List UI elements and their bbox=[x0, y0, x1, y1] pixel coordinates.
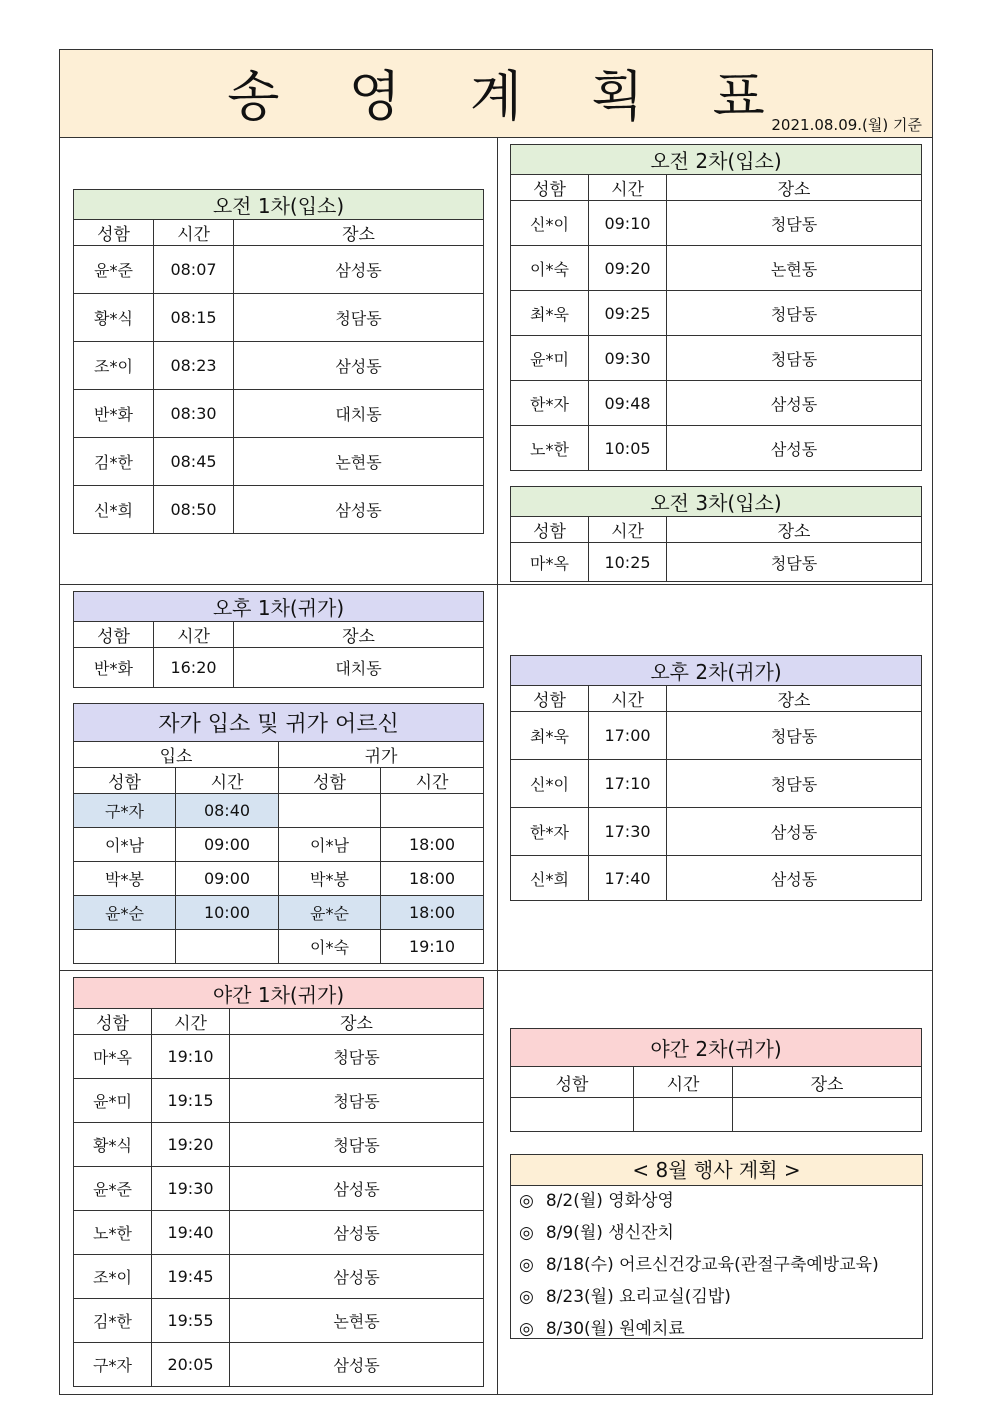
self-table bbox=[73, 703, 484, 964]
center-divider bbox=[497, 138, 498, 1394]
event-text: 8/30(월) 원예치료 bbox=[545, 1319, 685, 1339]
cell-time: 08:30 bbox=[154, 390, 234, 438]
cell-time: 17:30 bbox=[589, 808, 667, 856]
table-row bbox=[74, 896, 484, 930]
col-name: 성함 bbox=[74, 220, 154, 246]
col-time: 시간 bbox=[154, 220, 234, 246]
col-name: 성함 bbox=[511, 175, 589, 201]
col-name: 성함 bbox=[74, 622, 154, 648]
col-time: 시간 bbox=[152, 1009, 230, 1035]
cell-time: 17:10 bbox=[589, 760, 667, 808]
cell-place: 삼성동 bbox=[667, 381, 922, 426]
table-row bbox=[74, 486, 484, 534]
table-row bbox=[74, 1035, 484, 1079]
table-row bbox=[511, 246, 922, 291]
events-box bbox=[510, 1154, 923, 1339]
event-text: 8/2(월) 영화상영 bbox=[545, 1191, 674, 1211]
col-time: 시간 bbox=[634, 1067, 733, 1098]
cell-out-name: 윤*순 bbox=[279, 896, 381, 930]
cell-name: 반*화 bbox=[74, 390, 154, 438]
table-row bbox=[74, 246, 484, 294]
cell-name: 노*한 bbox=[511, 426, 589, 471]
cell-place: 삼성동 bbox=[230, 1255, 484, 1299]
cell-time: 19:45 bbox=[152, 1255, 230, 1299]
col-in-name: 성함 bbox=[74, 768, 176, 794]
pm2-table bbox=[510, 655, 922, 901]
col-time: 시간 bbox=[589, 686, 667, 712]
cell-in-name bbox=[74, 930, 176, 964]
cell-place: 대치동 bbox=[234, 648, 484, 688]
cell-time: 08:23 bbox=[154, 342, 234, 390]
cell-name: 조*이 bbox=[74, 342, 154, 390]
pm1-title: 오후 1차(귀가) bbox=[74, 592, 484, 622]
cell-time: 19:20 bbox=[152, 1123, 230, 1167]
cell-name: 마*옥 bbox=[511, 543, 589, 582]
cell-name: 조*이 bbox=[74, 1255, 152, 1299]
bullet-icon: ◎ bbox=[519, 1223, 534, 1243]
cell-name: 신*이 bbox=[511, 201, 589, 246]
cell-time: 16:20 bbox=[154, 648, 234, 688]
cell-place: 삼성동 bbox=[234, 486, 484, 534]
cell-place: 청담동 bbox=[667, 201, 922, 246]
night2-table bbox=[510, 1028, 922, 1132]
cell-name: 김*한 bbox=[74, 438, 154, 486]
col-in: 입소 bbox=[74, 742, 279, 768]
table-row bbox=[511, 543, 922, 582]
col-name: 성함 bbox=[74, 1009, 152, 1035]
cell-time: 19:40 bbox=[152, 1211, 230, 1255]
cell-place: 청담동 bbox=[230, 1079, 484, 1123]
cell-time: 08:50 bbox=[154, 486, 234, 534]
cell-out-name: 박*봉 bbox=[279, 862, 381, 896]
cell-place: 삼성동 bbox=[234, 246, 484, 294]
cell-place: 논현동 bbox=[667, 246, 922, 291]
table-row bbox=[74, 294, 484, 342]
cell-name: 윤*준 bbox=[74, 246, 154, 294]
cell-name: 노*한 bbox=[74, 1211, 152, 1255]
table-row bbox=[74, 1079, 484, 1123]
col-out: 귀가 bbox=[279, 742, 484, 768]
cell-name: 황*식 bbox=[74, 294, 154, 342]
page-title: 송 영 계 획 표 bbox=[227, 65, 791, 128]
am2-title: 오전 2차(입소) bbox=[511, 145, 922, 175]
cell-in-name: 윤*순 bbox=[74, 896, 176, 930]
cell-name: 윤*준 bbox=[74, 1167, 152, 1211]
cell-time: 19:30 bbox=[152, 1167, 230, 1211]
cell-name: 최*욱 bbox=[511, 712, 589, 760]
table-row bbox=[74, 1167, 484, 1211]
bullet-icon: ◎ bbox=[519, 1287, 534, 1307]
col-place: 장소 bbox=[234, 622, 484, 648]
header bbox=[60, 50, 932, 138]
am3-table bbox=[510, 486, 922, 582]
cell-in-name: 구*자 bbox=[74, 794, 176, 828]
cell-name: 한*자 bbox=[511, 808, 589, 856]
event-text: 8/23(월) 요리교실(김밥) bbox=[545, 1287, 731, 1307]
col-out-name: 성함 bbox=[279, 768, 381, 794]
night2-title: 야간 2차(귀가) bbox=[511, 1029, 922, 1067]
col-name: 성함 bbox=[511, 686, 589, 712]
events-title: < 8월 행사 계획 > bbox=[511, 1155, 922, 1186]
cell-out-time bbox=[381, 794, 484, 828]
cell-time: 10:05 bbox=[589, 426, 667, 471]
row-divider-1 bbox=[60, 584, 932, 585]
table-row bbox=[511, 381, 922, 426]
table-row bbox=[74, 862, 484, 896]
col-name: 성함 bbox=[511, 1067, 634, 1098]
cell-place: 청담동 bbox=[667, 712, 922, 760]
col-out-time: 시간 bbox=[381, 768, 484, 794]
cell-place: 삼성동 bbox=[230, 1211, 484, 1255]
col-in-time: 시간 bbox=[176, 768, 279, 794]
cell-name: 구*자 bbox=[74, 1343, 152, 1387]
cell-in-time: 09:00 bbox=[176, 862, 279, 896]
col-place: 장소 bbox=[667, 175, 922, 201]
cell-name: 최*욱 bbox=[511, 291, 589, 336]
table-row bbox=[74, 1299, 484, 1343]
bullet-icon: ◎ bbox=[519, 1191, 534, 1211]
cell-out-time: 18:00 bbox=[381, 862, 484, 896]
cell-place: 청담동 bbox=[667, 760, 922, 808]
list-item bbox=[511, 1218, 922, 1250]
am3-title: 오전 3차(입소) bbox=[511, 487, 922, 517]
table-row bbox=[511, 426, 922, 471]
cell-out-time: 19:10 bbox=[381, 930, 484, 964]
table-row bbox=[511, 712, 922, 760]
cell-time bbox=[634, 1098, 733, 1132]
list-item bbox=[511, 1250, 922, 1282]
cell-time: 09:20 bbox=[589, 246, 667, 291]
cell-time: 17:00 bbox=[589, 712, 667, 760]
cell-name: 신*이 bbox=[511, 760, 589, 808]
table-row bbox=[74, 390, 484, 438]
am1-table bbox=[73, 189, 484, 534]
cell-time: 19:15 bbox=[152, 1079, 230, 1123]
cell-name: 윤*미 bbox=[511, 336, 589, 381]
table-row bbox=[74, 1211, 484, 1255]
table-row bbox=[74, 930, 484, 964]
cell-name: 신*희 bbox=[511, 856, 589, 901]
cell-name bbox=[511, 1098, 634, 1132]
cell-name: 황*식 bbox=[74, 1123, 152, 1167]
event-text: 8/18(수) 어르신건강교육(관절구축예방교육) bbox=[545, 1255, 879, 1275]
cell-in-time: 09:00 bbox=[176, 828, 279, 862]
cell-in-time: 10:00 bbox=[176, 896, 279, 930]
cell-place: 삼성동 bbox=[667, 808, 922, 856]
cell-time: 08:15 bbox=[154, 294, 234, 342]
bullet-icon: ◎ bbox=[519, 1255, 534, 1275]
cell-place: 청담동 bbox=[667, 543, 922, 582]
col-place: 장소 bbox=[667, 517, 922, 543]
col-name: 성함 bbox=[511, 517, 589, 543]
col-time: 시간 bbox=[589, 175, 667, 201]
table-row bbox=[74, 438, 484, 486]
table-row bbox=[511, 760, 922, 808]
cell-place bbox=[733, 1098, 922, 1132]
cell-name: 한*자 bbox=[511, 381, 589, 426]
cell-out-name: 이*숙 bbox=[279, 930, 381, 964]
cell-place: 삼성동 bbox=[230, 1167, 484, 1211]
table-row bbox=[511, 201, 922, 246]
cell-time: 19:55 bbox=[152, 1299, 230, 1343]
table-row bbox=[74, 1255, 484, 1299]
cell-time: 09:30 bbox=[589, 336, 667, 381]
table-row bbox=[74, 342, 484, 390]
cell-in-time bbox=[176, 930, 279, 964]
col-place: 장소 bbox=[234, 220, 484, 246]
cell-place: 논현동 bbox=[234, 438, 484, 486]
date-label: 2021.08.09.(월) 기준 bbox=[771, 116, 922, 134]
row-divider-2 bbox=[60, 970, 932, 971]
cell-time: 09:25 bbox=[589, 291, 667, 336]
list-item bbox=[511, 1282, 922, 1314]
cell-time: 08:45 bbox=[154, 438, 234, 486]
cell-place: 삼성동 bbox=[234, 342, 484, 390]
cell-name: 윤*미 bbox=[74, 1079, 152, 1123]
self-title: 자가 입소 및 귀가 어르신 bbox=[74, 704, 484, 742]
cell-time: 20:05 bbox=[152, 1343, 230, 1387]
table-row bbox=[74, 1123, 484, 1167]
night1-table bbox=[73, 977, 484, 1387]
cell-time: 17:40 bbox=[589, 856, 667, 901]
cell-place: 청담동 bbox=[667, 291, 922, 336]
cell-time: 19:10 bbox=[152, 1035, 230, 1079]
cell-place: 청담동 bbox=[230, 1123, 484, 1167]
table-row bbox=[74, 648, 484, 688]
cell-place: 논현동 bbox=[230, 1299, 484, 1343]
cell-in-time: 08:40 bbox=[176, 794, 279, 828]
col-time: 시간 bbox=[589, 517, 667, 543]
cell-time: 09:48 bbox=[589, 381, 667, 426]
cell-out-name bbox=[279, 794, 381, 828]
cell-name: 반*화 bbox=[74, 648, 154, 688]
cell-time: 10:25 bbox=[589, 543, 667, 582]
col-place: 장소 bbox=[667, 686, 922, 712]
cell-name: 김*한 bbox=[74, 1299, 152, 1343]
cell-in-name: 박*봉 bbox=[74, 862, 176, 896]
col-place: 장소 bbox=[733, 1067, 922, 1098]
cell-place: 청담동 bbox=[667, 336, 922, 381]
bullet-icon: ◎ bbox=[519, 1319, 534, 1339]
table-row bbox=[74, 794, 484, 828]
cell-place: 삼성동 bbox=[230, 1343, 484, 1387]
cell-in-name: 이*남 bbox=[74, 828, 176, 862]
cell-place: 삼성동 bbox=[667, 856, 922, 901]
table-row bbox=[74, 828, 484, 862]
cell-time: 09:10 bbox=[589, 201, 667, 246]
cell-out-time: 18:00 bbox=[381, 896, 484, 930]
cell-name: 마*옥 bbox=[74, 1035, 152, 1079]
cell-place: 삼성동 bbox=[667, 426, 922, 471]
table-row bbox=[511, 291, 922, 336]
cell-out-time: 18:00 bbox=[381, 828, 484, 862]
am1-title: 오전 1차(입소) bbox=[74, 190, 484, 220]
event-text: 8/9(월) 생신잔치 bbox=[545, 1223, 674, 1243]
table-row bbox=[511, 336, 922, 381]
cell-name: 이*숙 bbox=[511, 246, 589, 291]
night1-title: 야간 1차(귀가) bbox=[74, 978, 484, 1009]
table-row bbox=[511, 856, 922, 901]
table-row bbox=[74, 1343, 484, 1387]
table-row bbox=[511, 808, 922, 856]
list-item bbox=[511, 1314, 922, 1346]
cell-out-name: 이*남 bbox=[279, 828, 381, 862]
col-time: 시간 bbox=[154, 622, 234, 648]
cell-place: 청담동 bbox=[230, 1035, 484, 1079]
col-place: 장소 bbox=[230, 1009, 484, 1035]
cell-time: 08:07 bbox=[154, 246, 234, 294]
pm2-title: 오후 2차(귀가) bbox=[511, 656, 922, 686]
am2-table bbox=[510, 144, 922, 471]
cell-name: 신*희 bbox=[74, 486, 154, 534]
pm1-table bbox=[73, 591, 484, 688]
cell-place: 청담동 bbox=[234, 294, 484, 342]
table-row bbox=[511, 1098, 922, 1132]
cell-place: 대치동 bbox=[234, 390, 484, 438]
list-item bbox=[511, 1186, 922, 1218]
